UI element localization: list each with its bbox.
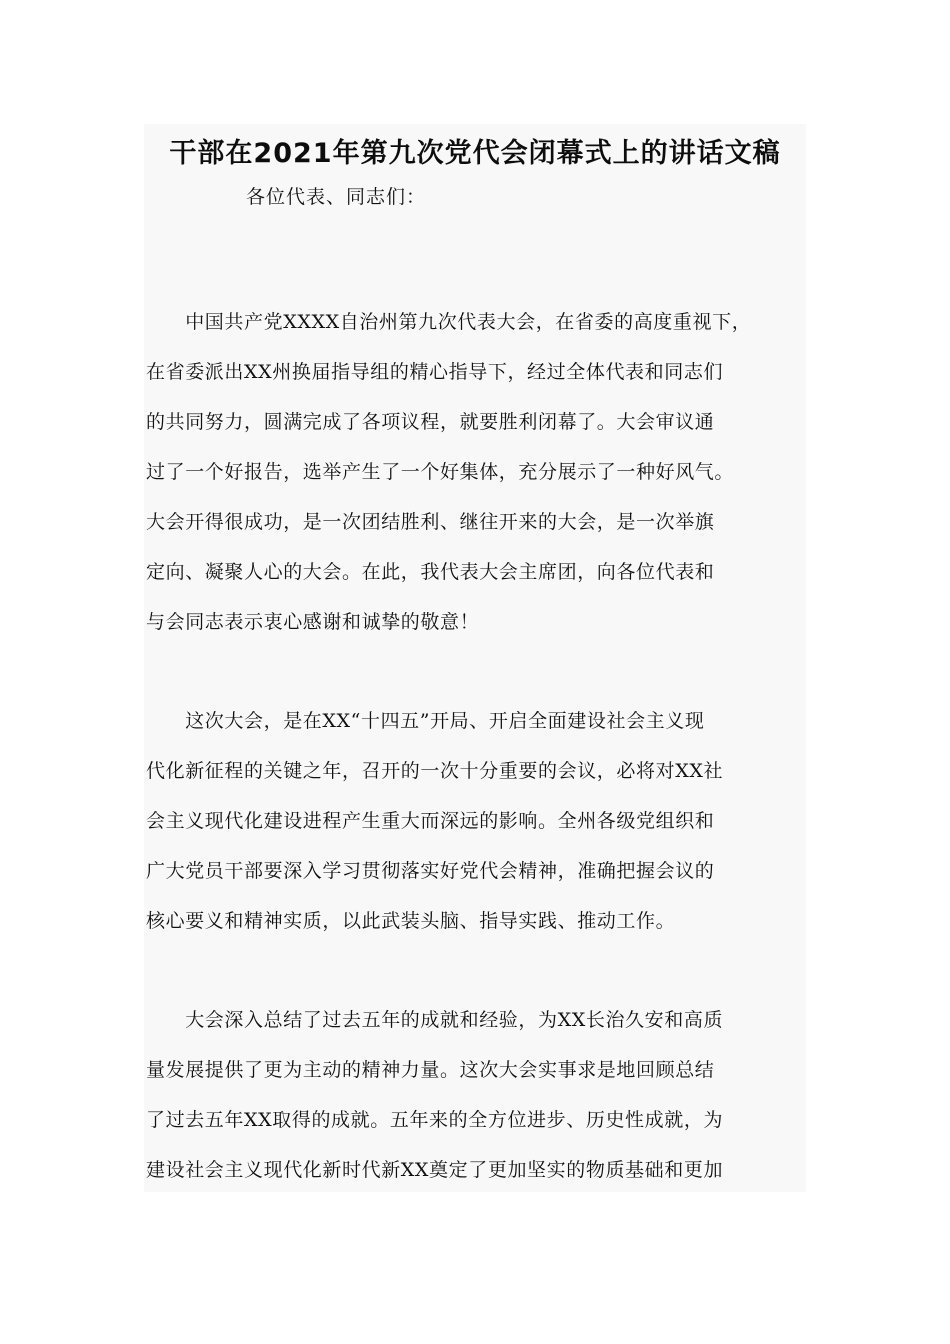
- text-line: 与会同志表示衷心感谢和诚挚的敬意！: [146, 611, 480, 633]
- text-line: 会主义现代化建设进程产生重大而深远的影响。全州各级党组织和: [146, 810, 715, 832]
- text-line: 量发展提供了更为主动的精神力量。这次大会实事求是地回顾总结: [146, 1059, 715, 1081]
- text-line: 定向、凝聚人心的大会。在此，我代表大会主席团，向各位代表和: [146, 561, 715, 583]
- text-line: 的共同努力，圆满完成了各项议程，就要胜利闭幕了。大会审议通: [146, 411, 715, 433]
- text-line: 过了一个好报告，选举产生了一个好集体，充分展示了一种好风气。: [146, 461, 735, 483]
- text-line: 中国共产党XXXX自治州第九次代表大会，在省委的高度重视下，: [146, 311, 752, 333]
- text-line: 广大党员干部要深入学习贯彻落实好党代会精神，准确把握会议的: [146, 860, 715, 882]
- text-line: 这次大会，是在XX“十四五”开局、开启全面建设社会主义现: [146, 710, 705, 732]
- text-line: 了过去五年XX取得的成就。五年来的全方位进步、历史性成就，为: [146, 1109, 724, 1131]
- salutation: 各位代表、同志们：: [246, 186, 427, 208]
- text-line: 建设社会主义现代化新时代新XX奠定了更加坚实的物质基础和更加: [146, 1159, 724, 1181]
- text-line: 大会深入总结了过去五年的成就和经验，为XX长治久安和高质: [146, 1009, 724, 1031]
- text-line: 核心要义和精神实质，以此武装头脑、指导实践、推动工作。: [146, 910, 676, 932]
- text-line: 大会开得很成功，是一次团结胜利、继往开来的大会，是一次举旗: [146, 511, 715, 533]
- document-title: 干部在2021年第九次党代会闭幕式上的讲话文稿: [169, 138, 781, 169]
- text-line: 在省委派出XX州换届指导组的精心指导下，经过全体代表和同志们: [146, 361, 724, 383]
- text-line: 代化新征程的关键之年，召开的一次十分重要的会议，必将对XX社: [146, 760, 724, 782]
